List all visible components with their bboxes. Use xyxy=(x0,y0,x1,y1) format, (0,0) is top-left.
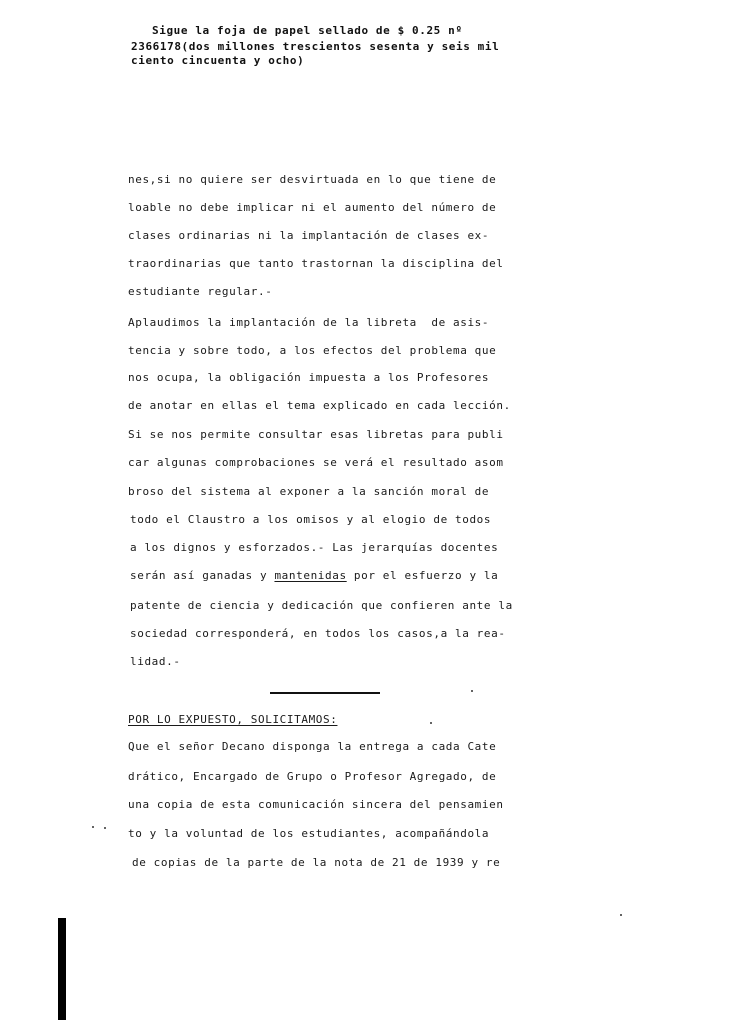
scan-speck xyxy=(104,827,106,829)
scan-speck xyxy=(471,690,473,692)
body-line: broso del sistema al exponer a la sanción moral de xyxy=(128,485,490,498)
body-line: patente de ciencia y dedicación que confieren ante la xyxy=(130,599,513,612)
scan-margin-bar xyxy=(58,918,66,1020)
scan-speck xyxy=(620,914,622,916)
body-line: de copias de la parte de la nota de 21 de 1939 y re xyxy=(132,856,501,869)
scan-speck xyxy=(92,826,94,828)
header-line-3: ciento cincuenta y ocho) xyxy=(131,54,305,67)
body-line: car algunas comprobaciones se verá el resultado asom xyxy=(128,456,504,469)
header-line-2: 2366178(dos millones trescientos sesenta y seis mil xyxy=(131,40,500,53)
body-line: nes,si no quiere ser desvirtuada en lo que tiene de xyxy=(128,173,497,186)
body-line: Que el señor Decano disponga la entrega a cada Cate xyxy=(128,740,497,753)
body-text: por el esfuerzo y la xyxy=(346,569,499,582)
body-line: de anotar en ellas el tema explicado en cada lección. xyxy=(128,399,511,412)
body-line: loable no debe implicar ni el aumento del número de xyxy=(128,201,497,214)
body-line: Aplaudimos la implantación de la libreta de asis- xyxy=(128,316,490,329)
body-line: a los dignos y esforzados.- Las jerarquías docentes xyxy=(130,541,499,554)
scan-speck xyxy=(430,722,432,724)
body-line: todo el Claustro a los omisos y al elogio de todos xyxy=(130,513,492,526)
body-line: nos ocupa, la obligación impuesta a los Profesores xyxy=(128,371,490,384)
body-line: tencia y sobre todo, a los efectos del problema que xyxy=(128,344,497,357)
body-line: drático, Encargado de Grupo o Profesor Agregado, de xyxy=(128,770,497,783)
body-line: lidad.- xyxy=(130,655,181,668)
body-line: clases ordinarias ni la implantación de clases ex- xyxy=(128,229,490,242)
body-line-with-underline xyxy=(130,569,498,583)
body-line: to y la voluntad de los estudiantes, acompañándola xyxy=(128,827,490,840)
underlined-word: mantenidas xyxy=(274,569,347,582)
body-line: estudiante regular.- xyxy=(128,285,273,298)
body-line: Si se nos permite consultar esas libretas para publi xyxy=(128,428,504,441)
body-line: sociedad corresponderá, en todos los casos,a la rea- xyxy=(130,627,506,640)
body-text: serán así ganadas y xyxy=(130,569,275,582)
separator-rule xyxy=(270,692,380,694)
header-line-1: Sigue la foja de papel sellado de $ 0.25 nº xyxy=(152,24,463,37)
body-line: una copia de esta comunicación sincera del pensamien xyxy=(128,798,504,811)
body-line: traordinarias que tanto trastornan la disciplina del xyxy=(128,257,504,270)
section-heading: POR LO EXPUESTO, SOLICITAMOS: xyxy=(128,713,338,726)
